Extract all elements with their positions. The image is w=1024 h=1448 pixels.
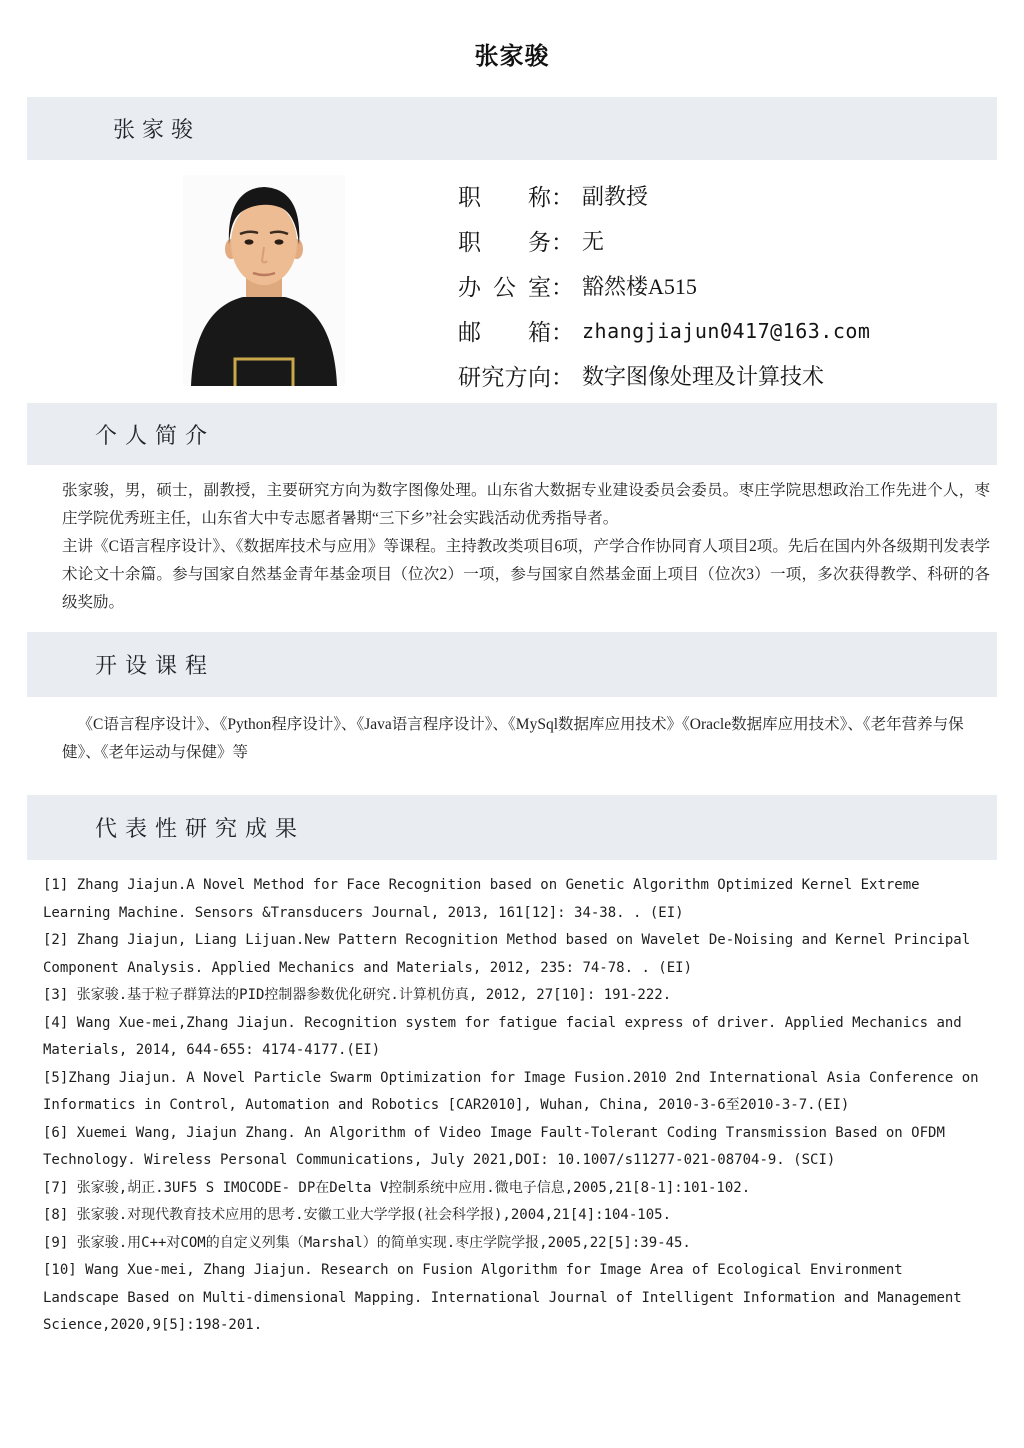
publication-item-1: [1] Zhang Jiajun.A Novel Method for Face Recognition based on Genetic Algorithm Optimized Kernel Extreme Learning Machine. Sensors &Transducers Journal, 2013, 161[12]: 34-38. . (EI) [43, 877, 920, 921]
intro-paragraph-1: 张家骏，男，硕士，副教授，主要研究方向为数字图像处理。山东省大数据专业建设委员会委员。枣庄学院思想政治工作先进个人，枣庄学院优秀班主任，山东省大中专志愿者暑期“三下乡”社会实践活动优秀指导者。 [62, 482, 990, 527]
faculty-portrait-illustration [183, 175, 345, 386]
courses-text: 《C语言程序设计》、《Python程序设计》、《Java语言程序设计》、《MySql数据库应用技术》《Oracle数据库应用技术》、《老年营养与保健》、《老年运动与保健》等 [62, 716, 964, 761]
field-colon: ： [551, 230, 574, 255]
field-colon: ： [551, 185, 574, 210]
publication-item-4: [4] Wang Xue-mei,Zhang Jiajun. Recognition system for fatigue facial express of driver. Applied Mechanics and Materials, 2014, 644-655: 4174-4177.(EI) [43, 1014, 962, 1058]
email-value: zhangjiajun0417@163.com [582, 318, 871, 343]
intro-paragraph-2: 主讲《C语言程序设计》、《数据库技术与应用》等课程。主持教改类项目6项，产学合作协同育人项目2项。先后在国内外各级期刊发表学术论文十余篇。参与国家自然基金青年基金项目（位次2）一项，参与国家自然基金面上项目（位次3）一项，多次获得教学、科研的各级奖励。 [62, 538, 990, 611]
profile-info-list [458, 173, 998, 398]
field-colon: ： [551, 320, 574, 345]
publication-item-10: [10] Wang Xue-mei, Zhang Jiajun. Research on Fusion Algorithm for Image Area of Ecological Environment Landscape Based on Multi-dimensional Mapping. International Journal of Intelligent Information and Management Science,2020,9[5]:198-201. [43, 1262, 962, 1333]
section-banner-publications [27, 795, 997, 860]
publication-item-6: [6] Xuemei Wang, Jiajun Zhang. An Algorithm of Video Image Fault-Tolerant Coding Transmission Based on OFDM Technology. Wireless Personal Communications, July 2021,DOI: 10.1007/s11277-021-08704-9. (SCI) [43, 1124, 945, 1168]
faculty-photo [183, 175, 345, 386]
section-heading-intro: 个人简介 [95, 422, 216, 448]
field-value: 副教授 [582, 184, 649, 209]
section-banner-intro [27, 403, 997, 465]
page-title: 张家骏 [474, 43, 550, 70]
publication-item-7: [7] 张家骏,胡正.3UF5 S IMOCODE- DP在Delta V控制系统中应用.微电子信息,2005,21[8-1]:101-102. [43, 1179, 751, 1196]
section-heading-courses: 开设课程 [95, 653, 216, 678]
intro-text [62, 477, 990, 617]
publication-item-5: [5]Zhang Jiajun. A Novel Particle Swarm Optimization for Image Fusion.2010 2nd International Asia Conference on Informatics in Control, Automation and Robotics [CAR2010], Wuhan, China, 2010-3-6至2010-3-7.(EI) [43, 1069, 979, 1113]
field-value: 无 [582, 229, 605, 254]
name-banner [27, 97, 997, 160]
field-label: 职务 [458, 230, 551, 255]
field-email [458, 308, 998, 353]
section-banner-courses [27, 632, 997, 697]
field-title [458, 173, 998, 218]
publication-item-9: [9] 张家骏.用C++对COM的自定义列集（Marshal）的简单实现.枣庄学院学报,2005,22[5]:39-45. [43, 1234, 691, 1251]
field-position [458, 218, 998, 263]
field-office [458, 263, 998, 308]
publications-list [43, 872, 983, 1340]
publication-item-3: [3] 张家骏.基于粒子群算法的PID控制器参数优化研究.计算机仿真, 2012, 27[10]: 191-222. [43, 987, 672, 1003]
field-label: 职称 [458, 185, 551, 210]
field-colon: ： [551, 275, 574, 300]
field-value: 豁然楼A515 [582, 274, 697, 299]
field-label: 邮箱 [458, 320, 551, 345]
field-colon: ： [551, 365, 574, 390]
section-heading-publications: 代表性研究成果 [95, 816, 306, 841]
field-label: 办公室 [458, 275, 551, 300]
field-label: 研究方向 [458, 365, 551, 390]
field-research-direction [458, 353, 998, 398]
publication-item-2: [2] Zhang Jiajun, Liang Lijuan.New Pattern Recognition Method based on Wavelet De-Noising and Kernel Principal Component Analysis. Applied Mechanics and Materials, 2012, 235: 74-78. . (EI) [43, 932, 971, 976]
name-banner-label: 张家骏 [113, 117, 201, 142]
publication-item-8: [8] 张家骏.对现代教育技术应用的思考.安徽工业大学学报(社会科学报),2004,21[4]:104-105. [43, 1207, 672, 1223]
field-value: 数字图像处理及计算技术 [582, 364, 825, 389]
